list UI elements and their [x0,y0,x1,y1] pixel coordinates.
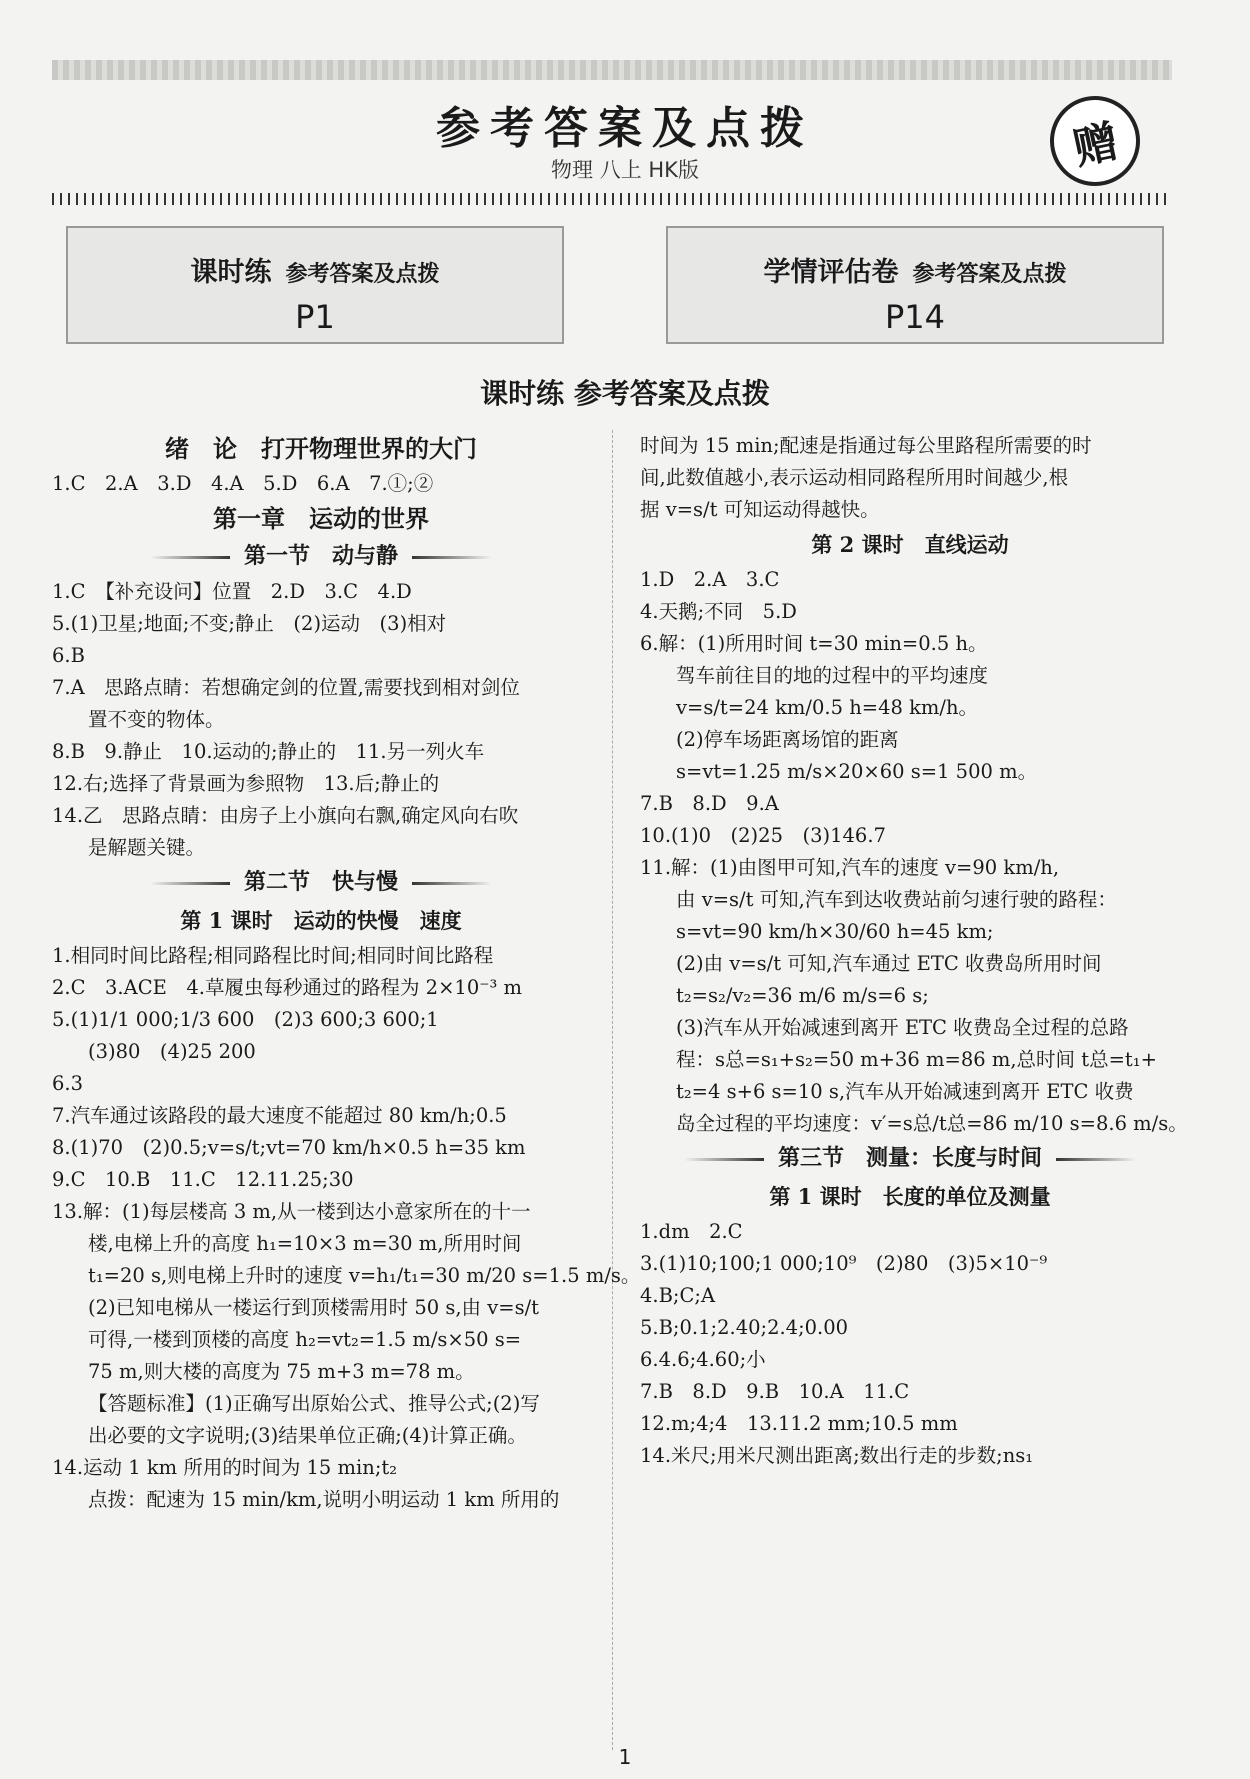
answer-line: 14.米尺;用米尺测出距离;数出行走的步数;ns₁ [640,1444,1034,1467]
top-decor-band [52,60,1172,80]
answer-line: 可得,一楼到顶楼的高度 h₂=vt₂=1.5 m/s×50 s= [88,1328,522,1351]
index-box-lesson-practice [66,226,564,344]
answer-line: 7.B 8.D 9.A [640,792,779,815]
answer-line: 14.乙 思路点睛：由房子上小旗向右飘,确定风向右吹 [52,804,519,827]
answer-line: v=s/t=24 km/0.5 h=48 km/h。 [676,696,979,719]
rule-right [412,556,492,559]
section-heading [52,864,590,902]
rule-right [412,882,492,885]
section-heading [640,1140,1180,1178]
answer-line: 5.(1)卫星;地面;不变;静止 (2)运动 (3)相对 [52,612,447,635]
answer-line: 11.解：(1)由图甲可知,汽车的速度 v=90 km/h, [640,856,1060,879]
left-column [52,430,641,1516]
answer-line: 程：s总=s₁+s₂=50 m+36 m=86 m,总时间 t总=t₁+ [676,1048,1157,1071]
lesson-heading: 第 1 课时 长度的单位及测量 [769,1184,1051,1209]
page-title: 参考答案及点拨 [436,103,814,154]
index-box-title-main: 学情评估卷 [763,257,899,288]
intro-title: 绪 论 打开物理世界的大门 [165,435,477,463]
answer-line: 5.B;0.1;2.40;2.4;0.00 [640,1316,849,1339]
answer-line: 时间为 15 min;配速是指通过每公里路程所需要的时 [640,434,1092,457]
answer-line: 10.(1)0 (2)25 (3)146.7 [640,824,886,847]
index-box-title [668,250,1162,289]
answer-line: 置不变的物体。 [88,708,225,731]
answer-line: t₂=s₂/v₂=36 m/6 m/s=6 s; [676,984,929,1007]
answer-line: (3)80 (4)25 200 [88,1040,256,1063]
section-heading-text: 第二节 快与慢 [243,870,398,895]
index-box-title-main: 课时练 [190,257,272,288]
index-box-title [68,250,562,289]
index-box-page: P1 [295,298,335,336]
answer-line: t₁=20 s,则电梯上升时的速度 v=h₁/t₁=30 m/20 s=1.5 m/s。 [88,1264,641,1287]
answer-line: 4.天鹅;不同 5.D [640,600,797,623]
answer-line: 7.汽车通过该路段的最大速度不能超过 80 km/h;0.5 [52,1104,507,1127]
answer-line: 岛全过程的平均速度：v′=s总/t总=86 m/10 s=8.6 m/s。 [676,1112,1188,1135]
answer-line: 据 v=s/t 可知运动得越快。 [640,498,880,521]
section-heading-text: 第一节 动与静 [243,544,398,569]
rule-left [150,556,230,559]
answer-line: 由 v=s/t 可知,汽车到达收费站前匀速行驶的路程： [676,888,1117,911]
intro-answers: 1.C 2.A 3.D 4.A 5.D 6.A 7.①;② [52,472,434,495]
right-column [640,430,1188,1472]
answer-line: (2)已知电梯从一楼运行到顶楼需用时 50 s,由 v=s/t [88,1296,540,1319]
rule-left [150,882,230,885]
lesson-heading: 第 2 课时 直线运动 [811,532,1009,557]
index-box-assessment [666,226,1164,344]
index-box-title-sub: 参考答案及点拨 [285,262,440,287]
answer-line: 13.解：(1)每层楼高 3 m,从一楼到达小意家所在的十一 [52,1200,531,1223]
answer-line: (2)由 v=s/t 可知,汽车通过 ETC 收费岛所用时间 [676,952,1102,975]
gift-badge: 赠 [1042,88,1149,195]
answer-line: (3)汽车从开始减速到离开 ETC 收费岛全过程的总路 [676,1016,1129,1039]
section-heading-text: 第三节 测量：长度与时间 [777,1146,1042,1171]
answer-line: 6.4.6;4.60;小 [640,1348,766,1371]
answer-line: 6.3 [52,1072,84,1095]
answer-line: s=vt=90 km/h×30/60 h=45 km; [676,920,994,943]
answer-line: 5.(1)1/1 000;1/3 600 (2)3 600;3 600;1 [52,1008,439,1031]
answer-line: 4.B;C;A [640,1284,716,1307]
rule-right [1056,1158,1136,1161]
answer-line: 是解题关键。 [88,836,206,859]
answer-line: 3.(1)10;100;1 000;10⁹ (2)80 (3)5×10⁻⁹ [640,1252,1048,1275]
page-number: 1 [618,1745,632,1769]
answer-line: 9.C 10.B 11.C 12.11.25;30 [52,1168,354,1191]
answer-line: 【答题标准】(1)正确写出原始公式、推导公式;(2)写 [88,1392,540,1415]
answer-line: 6.B [52,644,85,667]
answer-line: 6.解：(1)所用时间 t=30 min=0.5 h。 [640,632,988,655]
answer-line: 点拨：配速为 15 min/km,说明小明运动 1 km 所用的 [88,1488,560,1511]
answer-line: t₂=4 s+6 s=10 s,汽车从开始减速到离开 ETC 收费 [676,1080,1134,1103]
answer-line: 1.dm 2.C [640,1220,743,1243]
index-box-page: P14 [884,298,945,336]
lesson-heading: 第 1 课时 运动的快慢 速度 [180,908,462,933]
column-divider [612,430,613,1750]
answer-line: 1.相同时间比路程;相同路程比时间;相同时间比路程 [52,944,494,967]
answer-line: 出必要的文字说明;(3)结果单位正确;(4)计算正确。 [88,1424,527,1447]
answer-line: 1.D 2.A 3.C [640,568,780,591]
answer-line: (2)停车场距离场馆的距离 [676,728,899,751]
answer-line: 12.右;选择了背景画为参照物 13.后;静止的 [52,772,440,795]
answer-line: s=vt=1.25 m/s×20×60 s=1 500 m。 [676,760,1038,783]
answer-line: 75 m,则大楼的高度为 75 m+3 m=78 m。 [88,1360,475,1383]
answer-line: 12.m;4;4 13.11.2 mm;10.5 mm [640,1412,958,1435]
tick-divider [52,193,1172,205]
answer-line: 7.B 8.D 9.B 10.A 11.C [640,1380,910,1403]
section-banner: 课时练 参考答案及点拨 [480,377,770,410]
index-box-title-sub: 参考答案及点拨 [912,262,1067,287]
answer-line: 7.A 思路点睛：若想确定剑的位置,需要找到相对剑位 [52,676,520,699]
answer-line: 8.B 9.静止 10.运动的;静止的 11.另一列火车 [52,740,485,763]
answer-line: 1.C 【补充设问】位置 2.D 3.C 4.D [52,580,412,603]
answer-line: 2.C 3.ACE 4.草履虫每秒通过的路程为 2×10⁻³ m [52,976,523,999]
page-subtitle: 物理 八上 HK版 [551,158,699,182]
answer-line: 间,此数值越小,表示运动相同路程所用时间越少,根 [640,466,1069,489]
rule-left [684,1158,764,1161]
answer-line: 14.运动 1 km 所用的时间为 15 min;t₂ [52,1456,398,1479]
chapter-title: 第一章 运动的世界 [213,505,429,533]
section-heading [52,538,590,576]
answer-line: 驾车前往目的地的过程中的平均速度 [676,664,989,687]
answer-line: 楼,电梯上升的高度 h₁=10×3 m=30 m,所用时间 [88,1232,522,1255]
answer-line: 8.(1)70 (2)0.5;v=s/t;vt=70 km/h×0.5 h=35 km [52,1136,526,1159]
